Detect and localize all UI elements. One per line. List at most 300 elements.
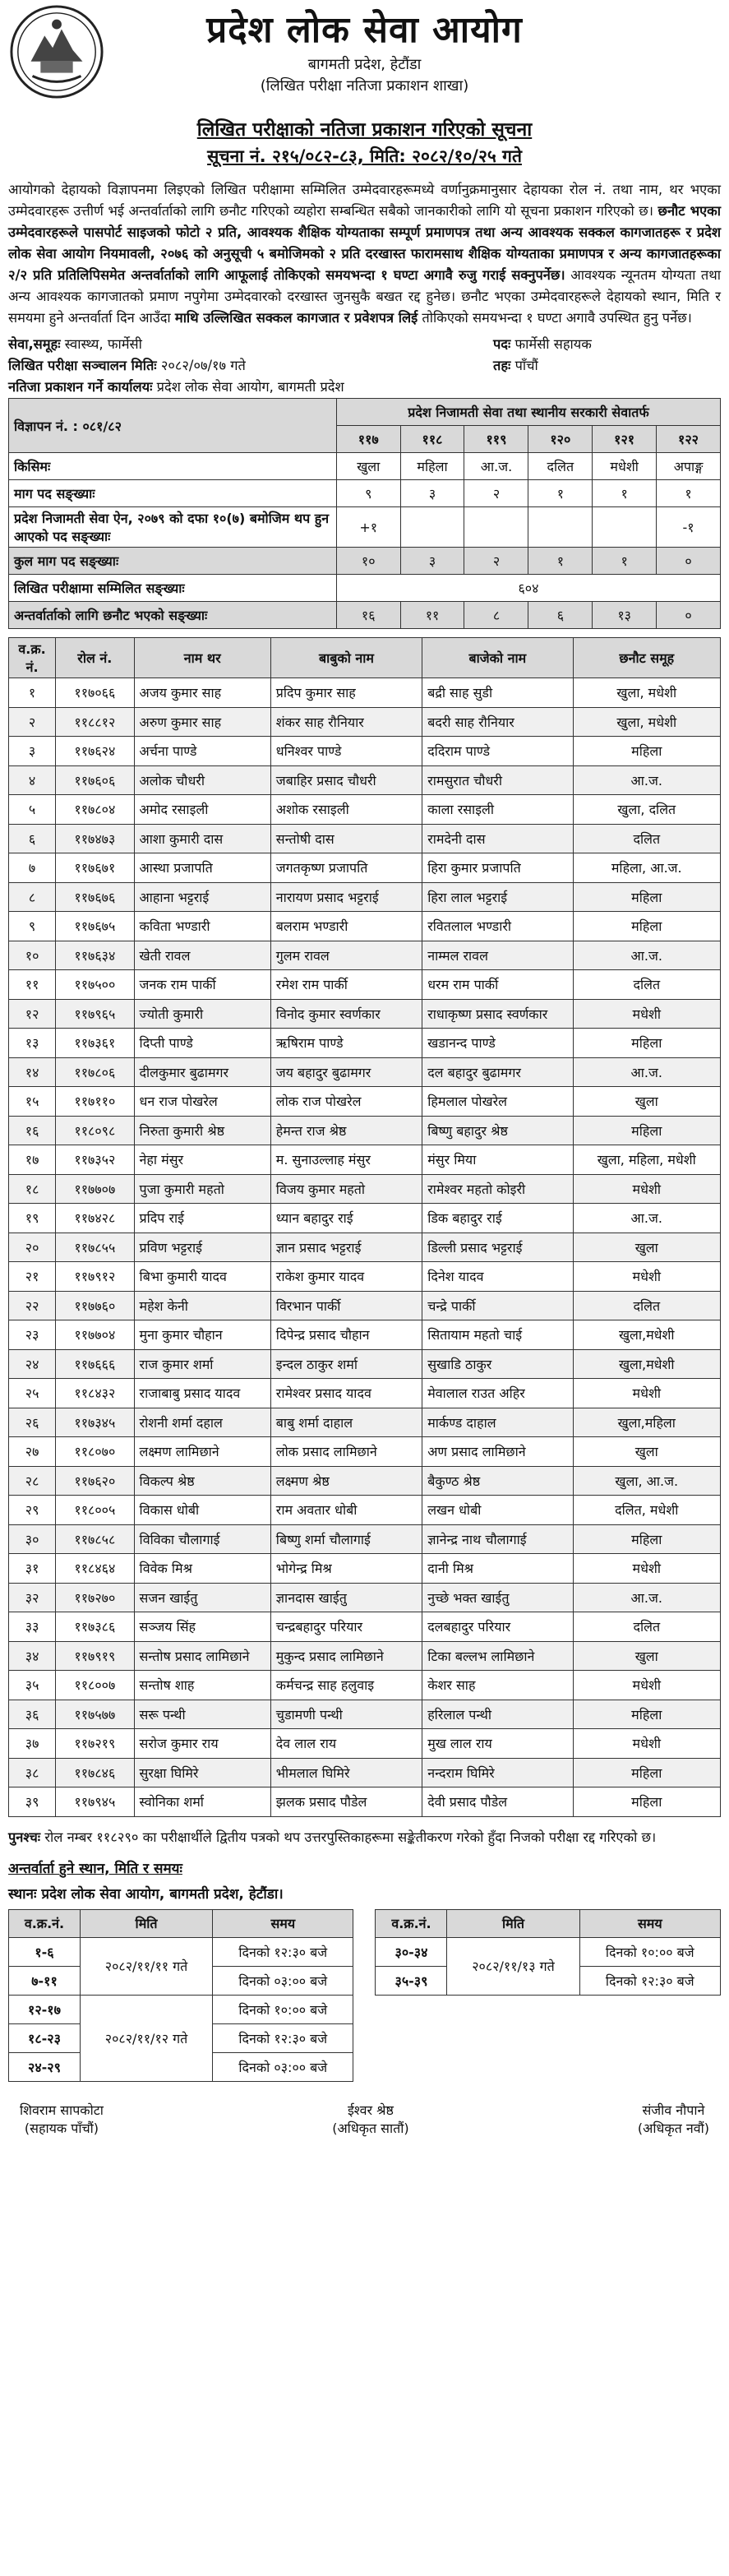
table-row: [9, 765, 721, 795]
results-cell: ११७६०६: [56, 765, 134, 795]
results-cell: ११७५७७: [56, 1700, 134, 1729]
table-row: [9, 853, 721, 883]
results-cell: चुडामणी पन्थी: [270, 1700, 422, 1729]
results-cell: लखन धोबी: [422, 1496, 573, 1525]
ad-number-cell: ११८: [400, 426, 464, 453]
type-cell: खुला: [336, 453, 400, 480]
table-row: [9, 970, 721, 1000]
schedule-col-date-2: मिति: [447, 1909, 579, 1937]
results-cell: ११७५००: [56, 970, 134, 1000]
table-row: [9, 1116, 721, 1145]
results-cell: रमेश राम पार्की: [270, 970, 422, 1000]
results-cell: आ.ज.: [573, 1583, 720, 1612]
postscript-note: पुनश्चः रोल नम्बर ११८२९० का परीक्षार्थीले द्वितीय पत्रको थप उत्तरपुस्तिकाहरूमा सङ्केतीकरण गरेको हुँदा निजको परीक्षा रद्द गरिएको छ।: [8, 1829, 657, 1845]
results-cell: ११७८५८: [56, 1524, 134, 1554]
table-row: [9, 1671, 721, 1700]
schedule-date: २०८२/११/१२ गते: [80, 1995, 212, 2081]
results-cell: १३: [9, 1029, 56, 1058]
results-cell: ११७६२०: [56, 1466, 134, 1496]
results-cell: २०: [9, 1233, 56, 1262]
results-cell: खुला, आ.ज.: [573, 1466, 720, 1496]
type-cell: दलित: [528, 453, 593, 480]
results-cell: पुजा कुमारी महतो: [134, 1174, 270, 1204]
results-cell: ११७२७०: [56, 1583, 134, 1612]
results-cell: निरुता कुमारी श्रेष्ठ: [134, 1116, 270, 1145]
total-cell: २: [464, 548, 528, 575]
attended-value: ६०४: [336, 575, 720, 602]
schedule-time: दिनको १२:३० बजे: [213, 2023, 353, 2052]
results-cell: खुला: [573, 1087, 720, 1117]
results-cell: महिला: [573, 1524, 720, 1554]
total-cell: १: [528, 548, 593, 575]
results-cell: बद्री साह सुडी: [422, 678, 573, 708]
table-row: [9, 1262, 721, 1292]
results-cell: आस्था प्रजापति: [134, 853, 270, 883]
ad-number-cell: ११७: [336, 426, 400, 453]
service-group-header: प्रदेश निजामती सेवा तथा स्थानीय सरकारी सेवातर्फ: [336, 399, 720, 426]
table-row: [9, 1145, 721, 1175]
results-cell: बदरी साह रौनियार: [422, 707, 573, 737]
results-cell: ११७४२८: [56, 1204, 134, 1233]
results-cell: १९: [9, 1204, 56, 1233]
results-cell: ११७६७५: [56, 912, 134, 941]
results-col-header: रोल नं.: [56, 638, 134, 678]
table-row: [9, 1057, 721, 1087]
results-cell: दलित: [573, 824, 720, 853]
results-cell: लक्ष्मण श्रेष्ठ: [270, 1466, 422, 1496]
results-col-header: छनौट समूह: [573, 638, 720, 678]
table-row: [9, 1729, 721, 1759]
results-cell: राम अवतार धोबी: [270, 1496, 422, 1525]
results-cell: नन्दराम घिमिरे: [422, 1758, 573, 1787]
selected-cell: १३: [593, 602, 657, 629]
results-cell: ११७४७३: [56, 824, 134, 853]
ad-number-cell: १२२: [657, 426, 721, 453]
results-cell: खुला, महिला, मधेशी: [573, 1145, 720, 1175]
results-cell: नेहा मंसुर: [134, 1145, 270, 1175]
results-cell: मधेशी: [573, 1729, 720, 1759]
results-cell: लोक राज पोखरेल: [270, 1087, 422, 1117]
rule-cell: [593, 507, 657, 548]
results-cell: शंकर साह रौनियार: [270, 707, 422, 737]
results-cell: ज्ञानदास खाईतु: [270, 1583, 422, 1612]
results-cell: नारायण प्रसाद भट्टराई: [270, 882, 422, 912]
ad-number-cell: ११९: [464, 426, 528, 453]
results-cell: ११७७०७: [56, 1174, 134, 1204]
meta-row-service: सेवा,समूहः स्वास्थ्य, फार्मेसी पदः फार्मेसी सहायक: [8, 336, 592, 352]
ad-number-label: विज्ञापन नं. : ०८१/८२: [9, 399, 337, 453]
results-cell: अण प्रसाद लामिछाने: [422, 1437, 573, 1467]
page-header: [8, 0, 721, 107]
type-cell: मधेशी: [593, 453, 657, 480]
results-cell: जय बहादुर बुढामगर: [270, 1057, 422, 1087]
table-row: [9, 1349, 721, 1379]
results-cell: ३१: [9, 1554, 56, 1584]
results-cell: महिला: [573, 1787, 720, 1817]
results-cell: मुना कुमार चौहान: [134, 1320, 270, 1350]
meta-row-exam: लिखित परीक्षा सञ्चालन मितिः २०८२/०७/१७ गते तहः पाँचौं: [8, 358, 538, 373]
total-label: कुल माग पद सङ्ख्याः: [9, 548, 337, 575]
table-row: [9, 1524, 721, 1554]
results-cell: १४: [9, 1057, 56, 1087]
selected-cell: ०: [657, 602, 721, 629]
results-cell: रामदेनी दास: [422, 824, 573, 853]
meta-row-office: नतिजा प्रकाशन गर्ने कार्यालयः प्रदेश लोक सेवा आयोग, बागमती प्रदेश: [8, 379, 344, 395]
results-cell: ११७६७१: [56, 853, 134, 883]
table-row: [9, 1087, 721, 1117]
results-cell: महिला: [573, 1700, 720, 1729]
results-cell: ११७७०४: [56, 1320, 134, 1350]
schedule-date: २०८२/११/११ गते: [80, 1937, 212, 1995]
results-cell: भोगेन्द्र मिश्र: [270, 1554, 422, 1584]
results-cell: धरम राम पार्की: [422, 970, 573, 1000]
results-cell: टिका बल्लभ लामिछाने: [422, 1641, 573, 1671]
results-cell: १: [9, 678, 56, 708]
demand-cell: २: [464, 480, 528, 507]
results-cell: २२: [9, 1291, 56, 1320]
results-cell: ज्योती कुमारी: [134, 999, 270, 1029]
results-cell: ११७३५२: [56, 1145, 134, 1175]
results-cell: २८: [9, 1466, 56, 1496]
demand-cell: १: [528, 480, 593, 507]
results-cell: ११७८४६: [56, 1758, 134, 1787]
results-cell: हेमन्त राज श्रेष्ठ: [270, 1116, 422, 1145]
results-cell: ११७३८६: [56, 1612, 134, 1642]
results-cell: प्रविण भट्टराई: [134, 1233, 270, 1262]
table-row: [9, 1787, 721, 1817]
results-cell: सन्तोषी दास: [270, 824, 422, 853]
results-cell: बिष्णु बहादुर श्रेष्ठ: [422, 1116, 573, 1145]
table-row: [9, 678, 721, 708]
results-cell: १५: [9, 1087, 56, 1117]
results-cell: १६: [9, 1116, 56, 1145]
total-cell: १: [593, 548, 657, 575]
results-cell: २६: [9, 1408, 56, 1437]
results-cell: दलित: [573, 1291, 720, 1320]
results-cell: आ.ज.: [573, 1057, 720, 1087]
attended-label: लिखित परीक्षामा सम्मिलित सङ्ख्याः: [9, 575, 337, 602]
results-cell: विविका चौलागाई: [134, 1524, 270, 1554]
results-cell: ११७८०६: [56, 1057, 134, 1087]
results-cell: बिष्णु शर्मा चौलागाई: [270, 1524, 422, 1554]
results-cell: ३३: [9, 1612, 56, 1642]
type-cell: अपाङ्ग: [657, 453, 721, 480]
results-col-header: बाबुको नाम: [270, 638, 422, 678]
table-row: [9, 882, 721, 912]
results-cell: सुखाडि ठाकुर: [422, 1349, 573, 1379]
results-cell: सन्तोष प्रसाद लामिछाने: [134, 1641, 270, 1671]
table-row: [9, 1291, 721, 1320]
schedule-date: २०८२/११/१३ गते: [447, 1937, 579, 1995]
table-row: [9, 1437, 721, 1467]
results-col-header: नाम थर: [134, 638, 270, 678]
results-cell: खुला, मधेशी: [573, 678, 720, 708]
table-row: [9, 1174, 721, 1204]
results-col-header: बाजेको नाम: [422, 638, 573, 678]
table-row: [9, 1700, 721, 1729]
table-row: [9, 1233, 721, 1262]
type-cell: महिला: [400, 453, 464, 480]
results-cell: ११७६६६: [56, 1349, 134, 1379]
results-cell: सरोज कुमार राय: [134, 1729, 270, 1759]
selected-cell: १६: [336, 602, 400, 629]
results-cell: ऋषिराम पाण्डे: [270, 1029, 422, 1058]
demand-cell: ९: [336, 480, 400, 507]
results-cell: मधेशी: [573, 1379, 720, 1408]
schedule-time: दिनको ०३:०० बजे: [213, 1966, 353, 1995]
nepal-emblem-icon: [8, 3, 105, 100]
results-cell: ११७९१९: [56, 1641, 134, 1671]
results-cell: खुला,महिला: [573, 1408, 720, 1437]
results-cell: राधाकृष्ण प्रसाद स्वर्णकार: [422, 999, 573, 1029]
results-cell: महिला: [573, 882, 720, 912]
results-cell: इन्दल ठाकुर शर्मा: [270, 1349, 422, 1379]
results-cell: दलित: [573, 1612, 720, 1642]
results-cell: नाम्मल रावल: [422, 941, 573, 970]
results-col-header: व.क्र. नं.: [9, 638, 56, 678]
results-cell: ८: [9, 882, 56, 912]
results-cell: विकल्प श्रेष्ठ: [134, 1466, 270, 1496]
results-cell: ३४: [9, 1641, 56, 1671]
results-cell: आ.ज.: [573, 1204, 720, 1233]
results-cell: अजय कुमार साह: [134, 678, 270, 708]
table-row: [9, 824, 721, 853]
results-cell: जबाहिर प्रसाद चौधरी: [270, 765, 422, 795]
organization-section: (लिखित परीक्षा नतिजा प्रकाशन शाखा): [260, 77, 469, 95]
results-cell: म. सुनाउल्लाह मंसुर: [270, 1145, 422, 1175]
results-cell: कविता भण्डारी: [134, 912, 270, 941]
results-cell: लक्ष्मण लामिछाने: [134, 1437, 270, 1467]
table-row: [9, 737, 721, 766]
results-cell: नुच्छे भक्त खाईतु: [422, 1583, 573, 1612]
schedule-col-time-2: समय: [579, 1909, 720, 1937]
table-row: [9, 707, 721, 737]
results-cell: देव लाल राय: [270, 1729, 422, 1759]
table-row: [9, 1554, 721, 1584]
type-cell: आ.ज.: [464, 453, 528, 480]
results-cell: मंसुर मिया: [422, 1145, 573, 1175]
schedule-time: दिनको १२:३० बजे: [213, 1937, 353, 1966]
results-cell: काला रसाइली: [422, 795, 573, 825]
results-cell: ११८०७०: [56, 1437, 134, 1467]
total-cell: १०: [336, 548, 400, 575]
results-cell: १२: [9, 999, 56, 1029]
notice-page: [8, 0, 721, 2138]
results-cell: ७: [9, 853, 56, 883]
schedule-col-serial-2: व.क्र.नं.: [376, 1909, 447, 1937]
results-cell: दल बहादुर बुढामगर: [422, 1057, 573, 1087]
results-cell: ३: [9, 737, 56, 766]
table-row: [9, 1379, 721, 1408]
results-cell: दिनेश यादव: [422, 1262, 573, 1292]
results-cell: अर्चना पाण्डे: [134, 737, 270, 766]
table-row: [9, 1466, 721, 1496]
results-cell: अरुण कुमार साह: [134, 707, 270, 737]
schedule-time: दिनको ०३:०० बजे: [213, 2052, 353, 2081]
results-cell: सञ्जय सिंह: [134, 1612, 270, 1642]
results-cell: ११७२१९: [56, 1729, 134, 1759]
results-cell: ४: [9, 765, 56, 795]
results-cell: जगतकृष्ण प्रजापति: [270, 853, 422, 883]
results-cell: धन राज पोखरेल: [134, 1087, 270, 1117]
schedule-col-time: समय: [213, 1909, 353, 1937]
results-cell: ११७७६०: [56, 1291, 134, 1320]
signature-1: शिवराम सापकोटा (सहायक पाँचौं): [20, 2102, 104, 2136]
schedule-col-serial: व.क्र.नं.: [9, 1909, 81, 1937]
schedule-range: १२-१७: [9, 1995, 81, 2023]
rule-cell: [464, 507, 528, 548]
selected-cell: ११: [400, 602, 464, 629]
organization-title: प्रदेश लोक सेवा आयोग: [206, 9, 523, 51]
table-row: [9, 1612, 721, 1642]
results-cell: खुला, मधेशी: [573, 707, 720, 737]
interview-schedule-table: [8, 1909, 721, 2082]
results-cell: महिला: [573, 1116, 720, 1145]
results-cell: महिला: [573, 1758, 720, 1787]
results-cell: ज्ञानेन्द्र नाथ चौलागाई: [422, 1524, 573, 1554]
results-cell: दिप्ती पाण्डे: [134, 1029, 270, 1058]
results-cell: प्रदिप कुमार साह: [270, 678, 422, 708]
results-cell: ११८०९८: [56, 1116, 134, 1145]
rule-cell: [400, 507, 464, 548]
results-cell: महेश केनी: [134, 1291, 270, 1320]
results-cell: विवेक मिश्र: [134, 1554, 270, 1584]
demand-cell: ३: [400, 480, 464, 507]
results-table: [8, 637, 721, 1817]
results-cell: दीलकुमार बुढामगर: [134, 1057, 270, 1087]
results-cell: १८: [9, 1174, 56, 1204]
signature-3: संजीव नौपाने (अधिकृत नवौं): [637, 2102, 709, 2136]
rule-cell: +१: [336, 507, 400, 548]
results-cell: ३९: [9, 1787, 56, 1817]
demand-cell: १: [593, 480, 657, 507]
signature-2: ईश्वर श्रेष्ठ (अधिकृत सातौं): [332, 2102, 409, 2136]
results-cell: कर्मचन्द्र साह हलुवाइ: [270, 1671, 422, 1700]
results-cell: ११८००५: [56, 1496, 134, 1525]
interview-heading: अन्तर्वार्ता हुने स्थान, मिति र समयः: [8, 1860, 182, 1877]
results-cell: ११७८५५: [56, 1233, 134, 1262]
results-cell: भीमलाल घिमिरे: [270, 1758, 422, 1787]
results-cell: बैकुण्ठ श्रेष्ठ: [422, 1466, 573, 1496]
rule-label: प्रदेश निजामती सेवा ऐन, २०७९ को दफा १०(७) बमोजिम थप हुन आएको पद सङ्ख्याः: [9, 507, 337, 548]
results-cell: महिला: [573, 912, 720, 941]
table-row: [9, 795, 721, 825]
results-cell: दिपेन्द्र प्रसाद चौहान: [270, 1320, 422, 1350]
results-cell: ११: [9, 970, 56, 1000]
results-cell: ११७८०४: [56, 795, 134, 825]
results-cell: रोशनी शर्मा दहाल: [134, 1408, 270, 1437]
ad-number-cell: १२०: [528, 426, 593, 453]
schedule-range: ७-११: [9, 1966, 81, 1995]
results-cell: सजन खाईतु: [134, 1583, 270, 1612]
notice-title: लिखित परीक्षाको नतिजा प्रकाशन गरिएको सूचना: [196, 119, 533, 141]
results-cell: मधेशी: [573, 999, 720, 1029]
results-cell: मार्कण्ड दाहाल: [422, 1408, 573, 1437]
results-cell: प्रदिप राई: [134, 1204, 270, 1233]
results-cell: मधेशी: [573, 1262, 720, 1292]
table-row: [9, 1204, 721, 1233]
results-cell: विजय कुमार महतो: [270, 1174, 422, 1204]
results-cell: २३: [9, 1320, 56, 1350]
results-cell: ३८: [9, 1758, 56, 1787]
results-cell: दलित, मधेशी: [573, 1496, 720, 1525]
results-cell: खुला: [573, 1233, 720, 1262]
signature-block: [8, 2102, 721, 2138]
results-cell: मेवालाल राउत अहिर: [422, 1379, 573, 1408]
results-cell: आ.ज.: [573, 941, 720, 970]
selected-cell: ८: [464, 602, 528, 629]
results-cell: ११८००७: [56, 1671, 134, 1700]
results-cell: डिल्ली प्रसाद भट्टराई: [422, 1233, 573, 1262]
results-cell: रामेश्वर महतो कोइरी: [422, 1174, 573, 1204]
results-cell: ९: [9, 912, 56, 941]
table-row: [9, 1758, 721, 1787]
results-cell: आहाना भट्टराई: [134, 882, 270, 912]
results-cell: ११७९१२: [56, 1262, 134, 1292]
results-cell: २१: [9, 1262, 56, 1292]
results-cell: ३७: [9, 1729, 56, 1759]
results-cell: अशोक रसाइली: [270, 795, 422, 825]
results-cell: २४: [9, 1349, 56, 1379]
results-cell: डिक बहादुर राई: [422, 1204, 573, 1233]
results-cell: ११७९६५: [56, 999, 134, 1029]
table-row: [9, 999, 721, 1029]
results-cell: दलबहादुर परियार: [422, 1612, 573, 1642]
notice-paragraph: आयोगको देहायको विज्ञापनमा लिइएको लिखित परीक्षामा सम्मिलित उम्मेदवारहरूमध्ये वर्णानुक्रमानुसार देहायका रोल नं. तथा नाम, थर भएका उम्मेदवारहरू उत्तीर्ण भई अन्तर्वार्ताको लागि छनौट गरिएको व्यहोरा सम्बन्धित सबैको जानकारीको लागि यो सूचना प्रकाशन गरिएको छ। छनौट भएका उम्मेदवारहरूले पासपोर्ट साइजको फोटो २ प्रति, आवश्यक शैक्षिक योग्यताका सम्पूर्ण प्रमाणपत्र तथा अन्य आवश्यक सक्कल कागजातहरू र प्रदेश लोक सेवा आयोग नियमावली, २०७६ को अनुसूची ५ बमोजिमको २ प्रति दरखास्त फारामसाथ शैक्षिक योग्यताका प्रमाणपत्र र अन्य कागजातहरूका २/२ प्रति प्रतिलिपिसमेत अन्तर्वार्ताको लागि आफूलाई तोकिएको समयभन्दा १ घण्टा अगावै रुजु गराई सक्नुपर्नेछ। आवश्यक न्यूनतम योग्यता तथा अन्य आवश्यक कागजातको प्रमाण नपुगेमा उम्मेदवारको दरखास्त जुनसुकै बखत रद्द हुनेछ। छनौट भएका उम्मेदवारहरूले देहायको स्थान, मिति र समयमा हुने अन्तर्वार्ता दिन आउँदा माथि उल्लिखित सक्कल कागजात र प्रवेशपत्र लिई तोकिएको समयभन्दा १ घण्टा अगावै उपस्थित हुनु पर्नेछ।: [8, 182, 721, 326]
rule-cell: [528, 507, 593, 548]
interview-venue: स्थानः प्रदेश लोक सेवा आयोग, बागमती प्रदेश, हेटौंडा।: [8, 1885, 284, 1903]
results-cell: खडानन्द पाण्डे: [422, 1029, 573, 1058]
results-cell: ३६: [9, 1700, 56, 1729]
schedule-range: १८-२३: [9, 2023, 81, 2052]
results-cell: ११७११०: [56, 1087, 134, 1117]
results-cell: रामेश्वर प्रसाद यादव: [270, 1379, 422, 1408]
results-cell: हिमलाल पोखरेल: [422, 1087, 573, 1117]
results-cell: अमोद रसाइली: [134, 795, 270, 825]
table-row: [9, 1583, 721, 1612]
results-cell: १७: [9, 1145, 56, 1175]
results-cell: बलराम भण्डारी: [270, 912, 422, 941]
results-cell: देवी प्रसाद पौडेल: [422, 1787, 573, 1817]
results-cell: मुकुन्द प्रसाद लामिछाने: [270, 1641, 422, 1671]
table-row: [9, 1408, 721, 1437]
results-cell: ११७६३४: [56, 941, 134, 970]
table-row: [9, 1029, 721, 1058]
results-cell: आ.ज.: [573, 765, 720, 795]
results-cell: ध्यान बहादुर राई: [270, 1204, 422, 1233]
schedule-range: १-६: [9, 1937, 81, 1966]
results-cell: ३५: [9, 1671, 56, 1700]
organization-location: बागमती प्रदेश, हेटौंडा: [307, 56, 422, 73]
results-cell: खुला,मधेशी: [573, 1349, 720, 1379]
results-cell: ज्ञान प्रसाद भट्टराई: [270, 1233, 422, 1262]
results-cell: २९: [9, 1496, 56, 1525]
results-cell: अलोक चौधरी: [134, 765, 270, 795]
selected-label: अन्तर्वार्ताको लागि छनौट भएको सङ्ख्याः: [9, 602, 337, 629]
total-cell: ३: [400, 548, 464, 575]
results-cell: खुला: [573, 1641, 720, 1671]
results-cell: २७: [9, 1437, 56, 1467]
notice-number: सूचना नं. २१५/०८२-८३, मिति: २०८२/१०/२५ गते: [207, 146, 522, 166]
results-cell: महिला, आ.ज.: [573, 853, 720, 883]
results-cell: ६: [9, 824, 56, 853]
results-cell: खेती रावल: [134, 941, 270, 970]
results-cell: मधेशी: [573, 1671, 720, 1700]
results-cell: २: [9, 707, 56, 737]
results-cell: चन्द्रबहादुर परियार: [270, 1612, 422, 1642]
schedule-range: ३५-३९: [376, 1966, 447, 1995]
results-cell: केशर साह: [422, 1671, 573, 1700]
